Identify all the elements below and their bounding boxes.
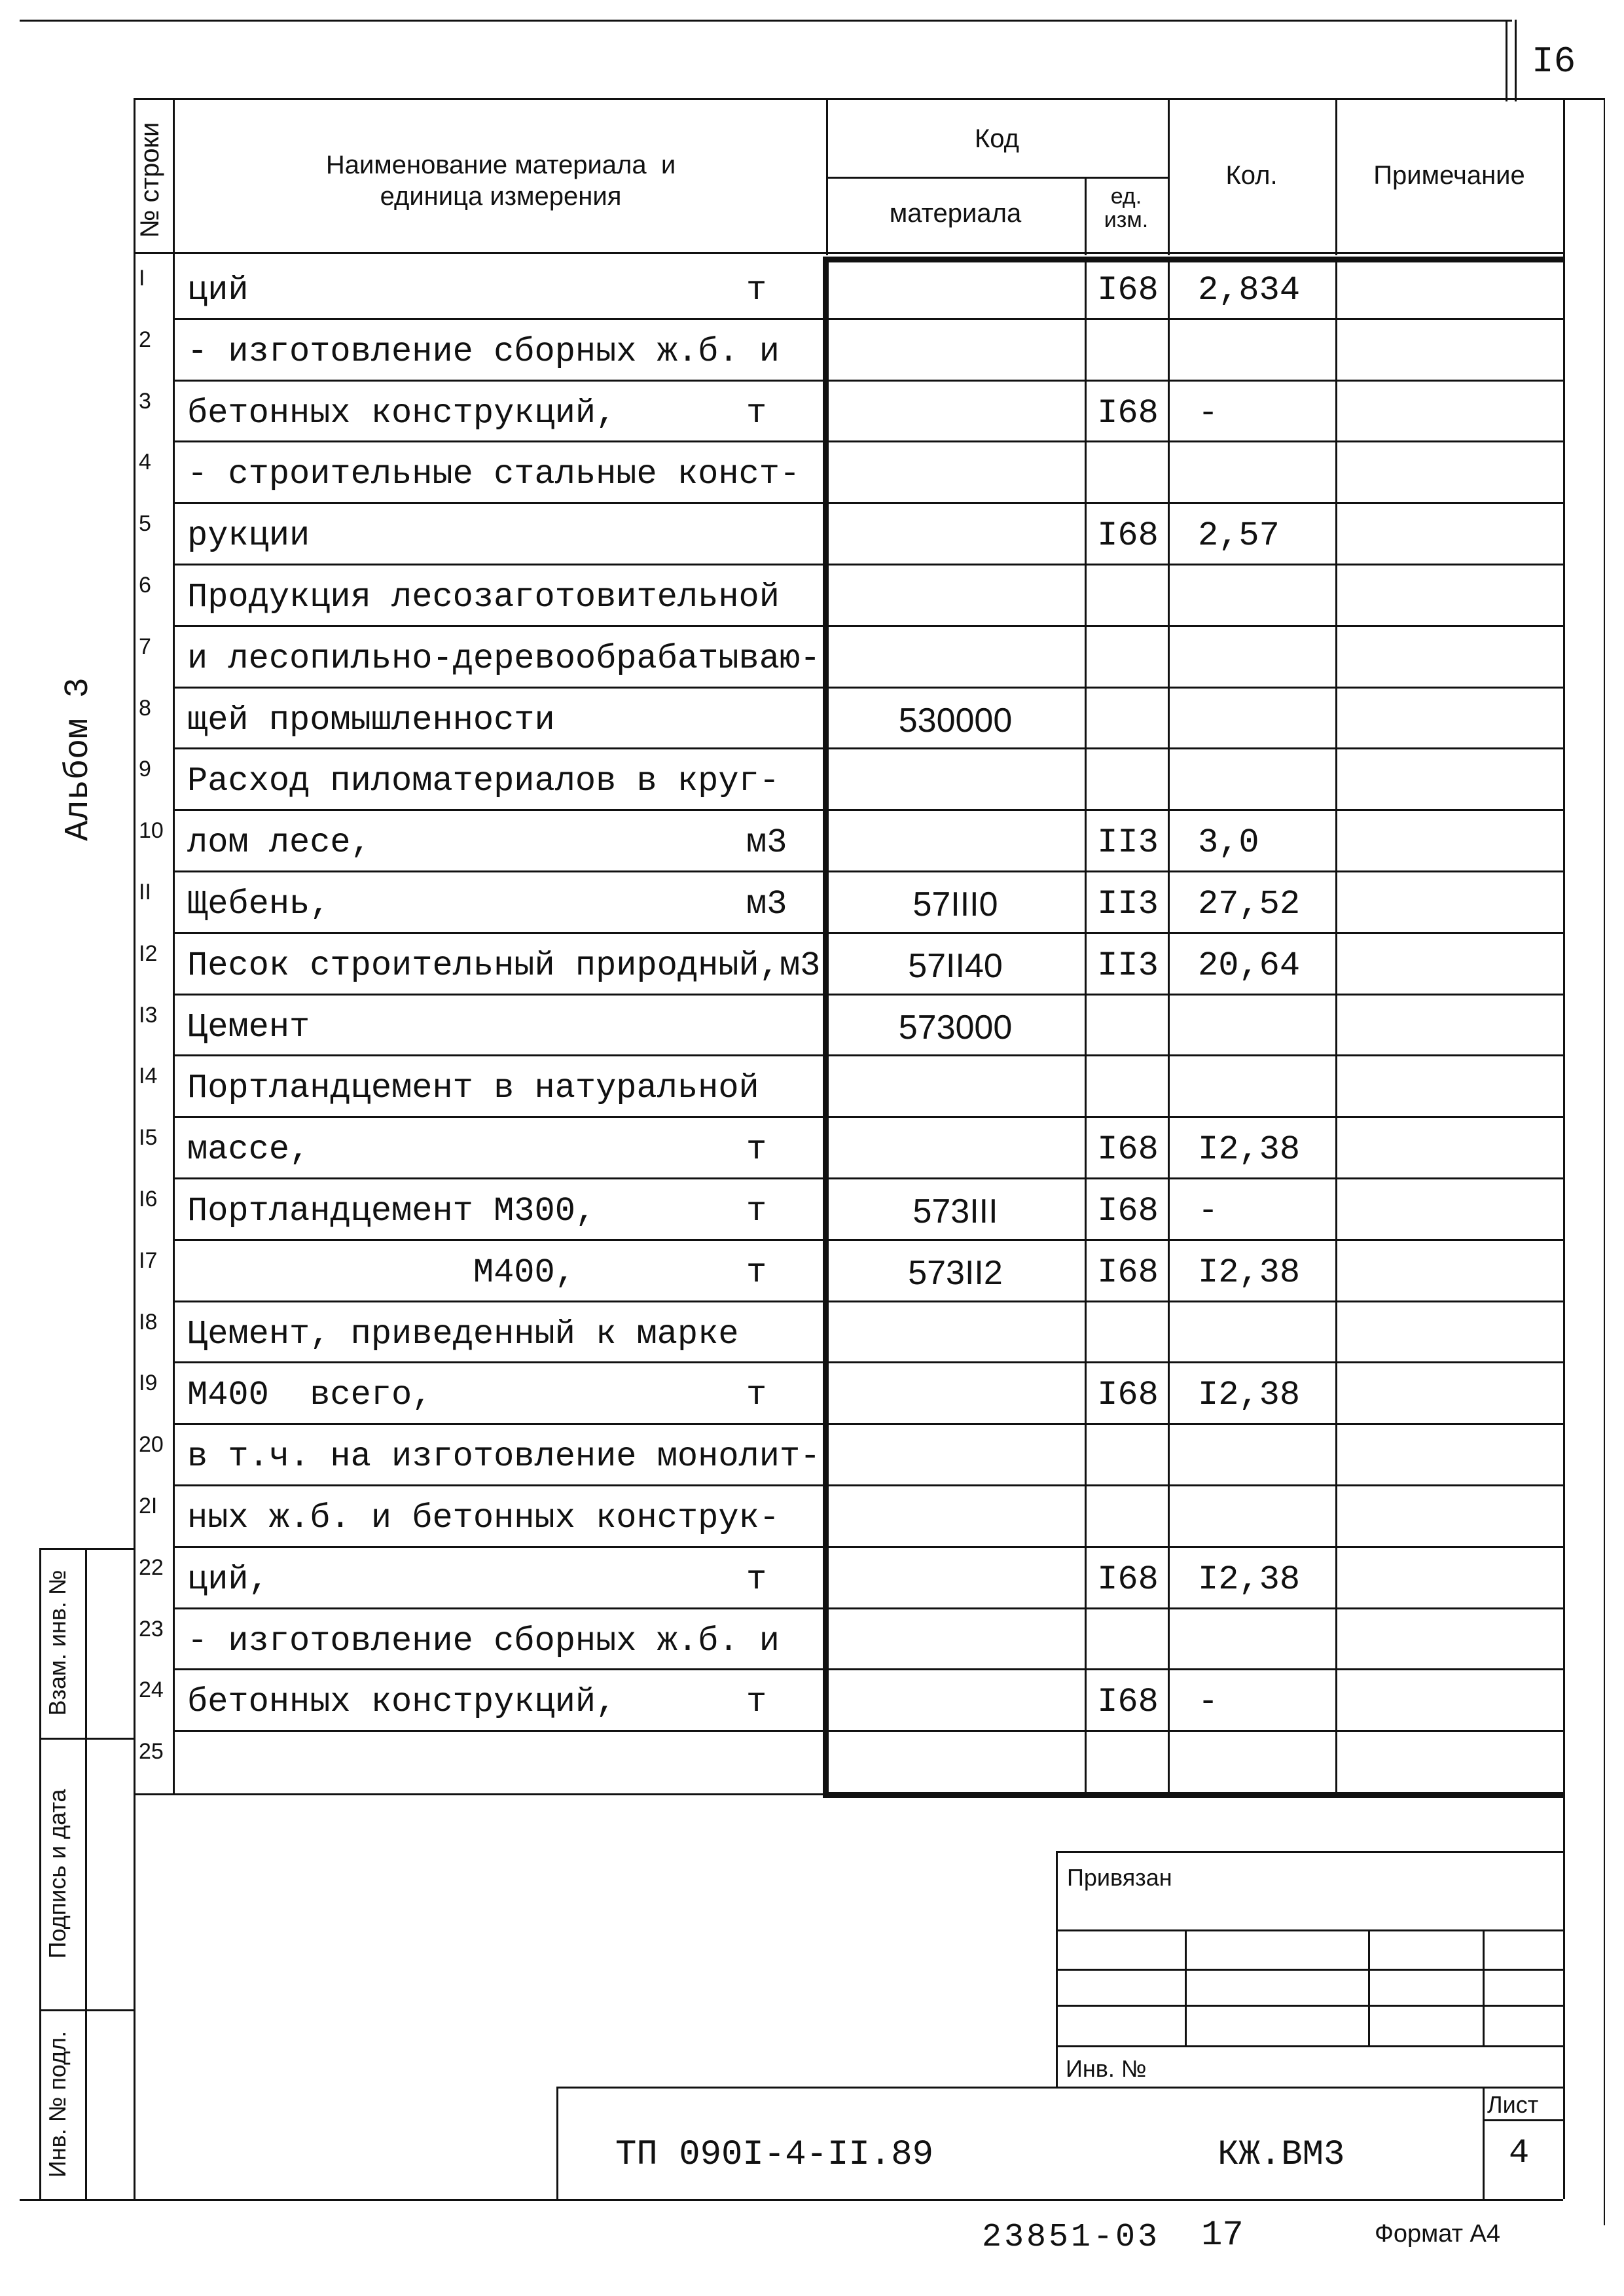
row-number: 7 (139, 634, 151, 659)
row-divider (173, 625, 1563, 627)
row-divider (173, 1177, 1563, 1179)
stamp-number: 23851-03 (982, 2219, 1161, 2256)
row-divider (173, 1054, 1563, 1056)
side-stamp-mid (85, 1548, 87, 2199)
row-name: - изготовление сборных ж.б. и (187, 1622, 780, 1660)
row-divider (173, 1607, 1563, 1609)
row-unit-code: I68 (1097, 271, 1159, 310)
row-number: I4 (139, 1064, 158, 1088)
inv-no-label: Инв. № (1066, 2055, 1147, 2082)
row-code: 530000 (898, 702, 1013, 740)
row-divider (173, 1546, 1563, 1548)
row-name: ций (187, 271, 249, 310)
row-unit: т (746, 1130, 767, 1169)
row-code: 57II40 (908, 947, 1003, 985)
header-top (134, 98, 1563, 100)
row-number: 23 (139, 1617, 164, 1641)
row-divider (173, 380, 1563, 382)
main-stamp-top (556, 2087, 1563, 2089)
row-unit: т (746, 1560, 767, 1599)
row-name: в т.ч. на изготовление монолит- (187, 1437, 821, 1476)
row-name: Цемент (187, 1008, 310, 1047)
row-unit: т (746, 394, 767, 433)
row-divider (173, 687, 1563, 689)
row-name: - изготовление сборных ж.б. и (187, 332, 780, 371)
privyazan-row4 (1056, 2045, 1563, 2047)
row-code: 573III (912, 1193, 998, 1230)
header-code-unit: ед. изм. (1104, 184, 1149, 232)
corner-box-left (1506, 20, 1507, 101)
row-name: Цемент, приведенный к марке (187, 1315, 739, 1354)
row-number: 24 (139, 1677, 164, 1702)
row-unit-code: I68 (1097, 1560, 1159, 1599)
row-name: М400 всего, (187, 1376, 433, 1414)
doc-code: ТП 090I-4-II.89 (615, 2135, 934, 2175)
row-number: II (139, 880, 151, 905)
row-divider (173, 440, 1563, 442)
row-qty: 20,64 (1198, 946, 1301, 985)
row-unit: т (746, 271, 767, 310)
top-border (20, 20, 1512, 22)
row-name: щей промышленности (187, 701, 555, 740)
row-name: бетонных конструкций, (187, 1683, 617, 1721)
row-qty: I2,38 (1198, 1253, 1301, 1292)
row-divider (173, 994, 1563, 996)
row-name: Песок строительный природный,м3 (187, 946, 821, 985)
row-name: Щебень, (187, 885, 331, 924)
row-unit-code: I68 (1097, 1376, 1159, 1414)
side-stamp-podpis: Подпись и дата (44, 1789, 71, 1959)
list-number: 4 (1509, 2134, 1530, 2172)
row-name: бетонных конструкций, (187, 394, 617, 433)
row-qty: I2,38 (1198, 1130, 1301, 1169)
row-unit: т (746, 1683, 767, 1721)
body-col-ed-right (1168, 257, 1170, 1795)
row-name: Портландцемент в натуральной (187, 1069, 759, 1107)
row-number: I8 (139, 1310, 158, 1335)
header-name: Наименование материала и единица измерения (325, 151, 676, 211)
row-name: ций, (187, 1560, 269, 1599)
row-name: Расход пиломатериалов в круг- (187, 762, 780, 800)
privyazan-row2 (1056, 1969, 1563, 1971)
row-number: I3 (139, 1003, 158, 1028)
side-stamp-left (39, 1548, 41, 2199)
row-unit: т (746, 1253, 767, 1292)
row-unit: т (746, 1192, 767, 1230)
row-code: 57III0 (912, 886, 998, 924)
row-unit-code: II3 (1097, 823, 1159, 862)
row-number: I9 (139, 1371, 158, 1395)
row-divider (173, 318, 1563, 320)
row-number: I6 (139, 1187, 158, 1211)
row-unit: м3 (746, 885, 787, 924)
list-label: Лист (1487, 2091, 1539, 2118)
row-qty: 2,57 (1198, 516, 1280, 555)
row-qty: 2,834 (1198, 271, 1301, 310)
row-number: 9 (139, 757, 151, 781)
right-border (1563, 98, 1565, 2199)
page-number: 17 (1201, 2215, 1244, 2255)
body-col-code-right (1085, 257, 1087, 1795)
row-name: - строительные стальные конст- (187, 455, 801, 493)
privyazan-top (1056, 1851, 1563, 1853)
row-divider (173, 1361, 1563, 1363)
body-top-thick (826, 257, 1563, 262)
privyazan-col1 (1185, 1929, 1187, 2047)
row-unit: м3 (746, 823, 787, 862)
row-unit-code: I68 (1097, 1192, 1159, 1230)
list-cell-divider (1483, 2119, 1563, 2121)
body-col-qty-right (1335, 257, 1337, 1795)
row-divider (173, 809, 1563, 811)
row-divider (173, 1300, 1563, 1302)
row-qty: 3,0 (1198, 823, 1259, 862)
row-unit-code: I68 (1097, 516, 1159, 555)
row-qty: - (1198, 394, 1219, 433)
row-number: I5 (139, 1125, 158, 1150)
privyazan-label: Привязан (1067, 1864, 1172, 1891)
row-number: 4 (139, 450, 151, 475)
row-divider (173, 1484, 1563, 1486)
side-stamp-vzam: Взам. инв. № (44, 1570, 71, 1716)
row-divider (173, 1239, 1563, 1241)
row-qty: 27,52 (1198, 885, 1301, 924)
sheet-corner-number: I6 (1532, 41, 1576, 82)
main-stamp-left (556, 2087, 558, 2199)
frame-bottom (20, 2199, 1563, 2201)
privyazan-col2 (1368, 1929, 1370, 2047)
format-label: Формат А4 (1375, 2220, 1501, 2248)
header-code: Код (974, 124, 1019, 153)
body-bottom-thick (823, 1792, 1563, 1798)
row-divider (173, 1116, 1563, 1118)
row-number: 3 (139, 389, 151, 414)
row-unit-code: II3 (1097, 946, 1159, 985)
row-divider (173, 932, 1563, 934)
row-divider (173, 1423, 1563, 1425)
row-code: 573000 (898, 1009, 1013, 1047)
row-number: 5 (139, 511, 151, 536)
row-qty: - (1198, 1192, 1219, 1230)
row-number: 25 (139, 1739, 164, 1764)
privyazan-col3 (1483, 1929, 1485, 2047)
header-bottom (134, 252, 1563, 254)
row-number: 22 (139, 1555, 164, 1580)
row-number: 2 (139, 327, 151, 352)
album-label: Альбом 3 (59, 677, 98, 841)
row-unit-code: I68 (1097, 1253, 1159, 1292)
col-rowno-right (173, 98, 175, 1793)
header-code-material: материала (889, 199, 1022, 228)
frame-left (134, 98, 135, 2199)
row-number: I7 (139, 1248, 158, 1273)
privyazan-row1 (1056, 1929, 1563, 1931)
header-code-divider (826, 177, 1168, 179)
row-name: Продукция лесозаготовительной (187, 578, 780, 617)
row-qty: I2,38 (1198, 1560, 1301, 1599)
row-qty: - (1198, 1683, 1219, 1721)
doc-mark: КЖ.ВМ3 (1218, 2135, 1345, 2175)
row-unit-code: I68 (1097, 394, 1159, 433)
row-name: лом лесе, (187, 823, 371, 862)
row-number: 2I (139, 1494, 158, 1518)
list-cell-left (1483, 2087, 1485, 2199)
row-name: ных ж.б. и бетонных конструк- (187, 1499, 780, 1537)
body-bottom-thin (134, 1793, 827, 1795)
row-divider (173, 747, 1563, 749)
row-number: 20 (139, 1432, 164, 1457)
row-number: I2 (139, 941, 158, 966)
header-note: Примечание (1373, 161, 1525, 190)
side-stamp-div2 (39, 2009, 135, 2011)
side-stamp-top (39, 1548, 135, 1550)
row-qty: I2,38 (1198, 1376, 1301, 1414)
row-name: Портландцемент М300, (187, 1192, 596, 1230)
right-outer-tick (1604, 98, 1605, 2225)
header-qty: Кол. (1225, 161, 1278, 190)
row-unit-code: II3 (1097, 885, 1159, 924)
privyazan-row3 (1056, 2005, 1563, 2007)
row-divider (173, 1668, 1563, 1670)
row-number: 6 (139, 573, 151, 598)
row-number: 8 (139, 696, 151, 721)
row-name: рукции (187, 516, 310, 555)
row-unit: т (746, 1376, 767, 1414)
row-name: М400, (187, 1253, 575, 1292)
row-divider (173, 564, 1563, 565)
row-name: массе, (187, 1130, 310, 1169)
corner-box-left-2 (1515, 20, 1517, 101)
row-divider (173, 502, 1563, 504)
side-stamp-div1 (39, 1738, 135, 1740)
row-unit-code: I68 (1097, 1130, 1159, 1169)
row-divider (173, 870, 1563, 872)
row-number: I (139, 266, 145, 291)
row-name: и лесопильно-деревообрабатываю- (187, 639, 821, 678)
header-row-no: № строки (135, 122, 164, 238)
row-unit-code: I68 (1097, 1683, 1159, 1721)
row-number: 10 (139, 818, 164, 843)
side-stamp-inv: Инв. № подл. (44, 2030, 71, 2178)
row-code: 573II2 (908, 1254, 1003, 1292)
row-divider (173, 1730, 1563, 1732)
